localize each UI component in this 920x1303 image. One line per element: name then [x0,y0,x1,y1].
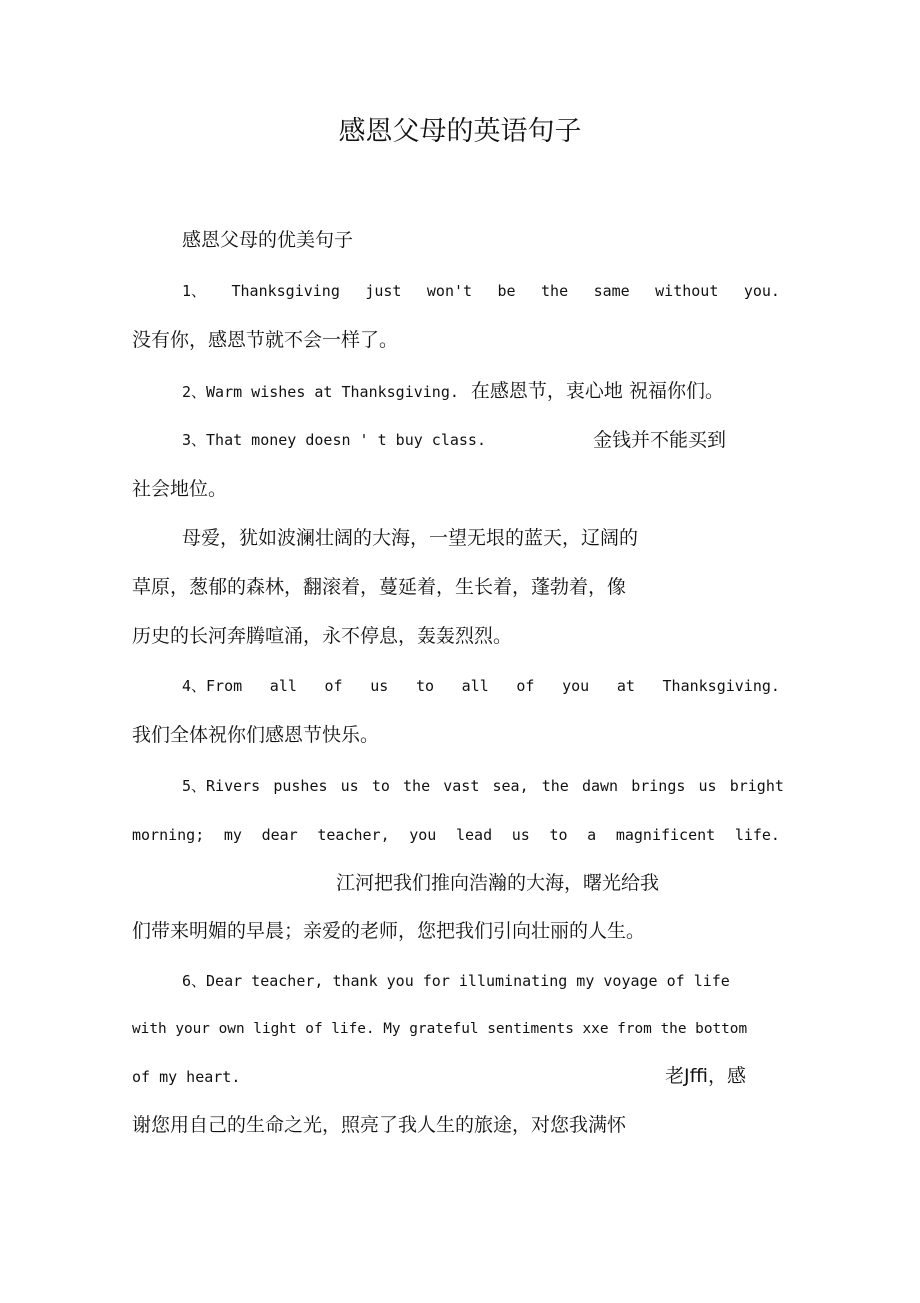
item5-line2-word: us [511,826,530,844]
item5-line1-word: vast [443,777,480,795]
item4-word: 4、From [182,677,243,695]
item5-line2-word: you [409,826,437,844]
mother-love-line3: 历史的长河奔腾喧涌，永不停息，轰轰烈烈。 [132,625,513,647]
item5-line2-word: life. [734,826,780,844]
item5-line2-word: my [223,826,242,844]
item1-word: won't [426,282,473,300]
item5-line1-word: the [541,777,569,795]
item3-chinese-a: 金钱并不能买到 [593,429,727,451]
item5-line1-word: sea, [492,777,529,795]
item5-line2-word: a [587,826,597,844]
item1-word: just [365,282,402,300]
item1-word: without [655,282,719,300]
item5-line1-word: pushes [273,777,328,795]
item4-word: to [415,677,434,695]
item5-line1-word: to [371,777,390,795]
item4-word: at [616,677,635,695]
item5-line2-word: dear [261,826,298,844]
item5-line1-word: us [698,777,717,795]
item6-chinese-a: 老Jffi，感 [665,1065,746,1087]
item4-english [182,671,780,701]
item1-chinese: 没有你，感恩节就不会一样了。 [132,329,399,351]
item1-word: 1、 [182,282,207,300]
item4-word: all [461,677,489,695]
item4-word: of [516,677,535,695]
item4-word: you [562,677,590,695]
item1-word: same [593,282,630,300]
item5-line1-word: brings [631,777,686,795]
item2-line [182,376,724,406]
item3-chinese-b: 社会地位。 [132,478,228,500]
mother-love-line2: 草原，葱郁的森林，翻滚着，蔓延着，生长着，蓬勃着，像 [132,576,627,598]
item5-chinese-a: 江河把我们推向浩瀚的大海，曙光给我 [336,872,660,894]
item6-english-line1: 6、Dear teacher, thank you for illuminating my voyage of life [182,972,730,990]
item1-word: Thanksgiving [231,282,340,300]
item3-english: 3、That money doesn ' t buy class. [182,431,486,449]
item4-word: of [324,677,343,695]
item5-line2-word: to [549,826,568,844]
item2-english: 2、Warm wishes at Thanksgiving. [182,383,459,401]
item6-english-line3: of my heart. [132,1068,241,1086]
item5-line2-word: morning; [132,826,205,844]
item5-chinese-b: 们带来明媚的早晨；亲爱的老师，您把我们引向壮丽的人生。 [132,920,646,942]
item5-line2-word: magnificent [615,826,716,844]
item5-line1-word: bright [729,777,784,795]
item4-word: Thanksgiving. [662,677,780,695]
item1-english [182,276,780,306]
item5-line2-word: lead [455,826,493,844]
item5-line2-word: teacher, [317,826,390,844]
item5-line1-word: 5、Rivers [182,777,261,795]
item1-word: you. [743,282,780,300]
page-title: 感恩父母的英语句子 [338,116,582,147]
mother-love-line1: 母爱，犹如波澜壮阔的大海，一望无垠的蓝天，辽阔的 [182,527,639,549]
item1-word: the [541,282,569,300]
section-heading: 感恩父母的优美句子 [182,229,354,251]
item5-english-line1 [182,771,784,801]
item5-line1-word: dawn [581,777,619,795]
item5-line1-word: us [340,777,359,795]
item1-word: be [497,282,516,300]
item4-word: all [269,677,297,695]
item2-chinese: 在感恩节，衷心地 祝福你们。 [470,380,724,402]
item6-chinese-b: 谢您用自己的生命之光，照亮了我人生的旅途，对您我满怀 [132,1114,627,1136]
item6-english-line2: with your own light of life. My grateful sentiments xxe from the bottom [132,1021,748,1037]
item5-line1-word: the [403,777,431,795]
item5-english-line2 [132,820,780,850]
item4-chinese: 我们全体祝你们感恩节快乐。 [132,724,380,746]
item4-word: us [370,677,389,695]
